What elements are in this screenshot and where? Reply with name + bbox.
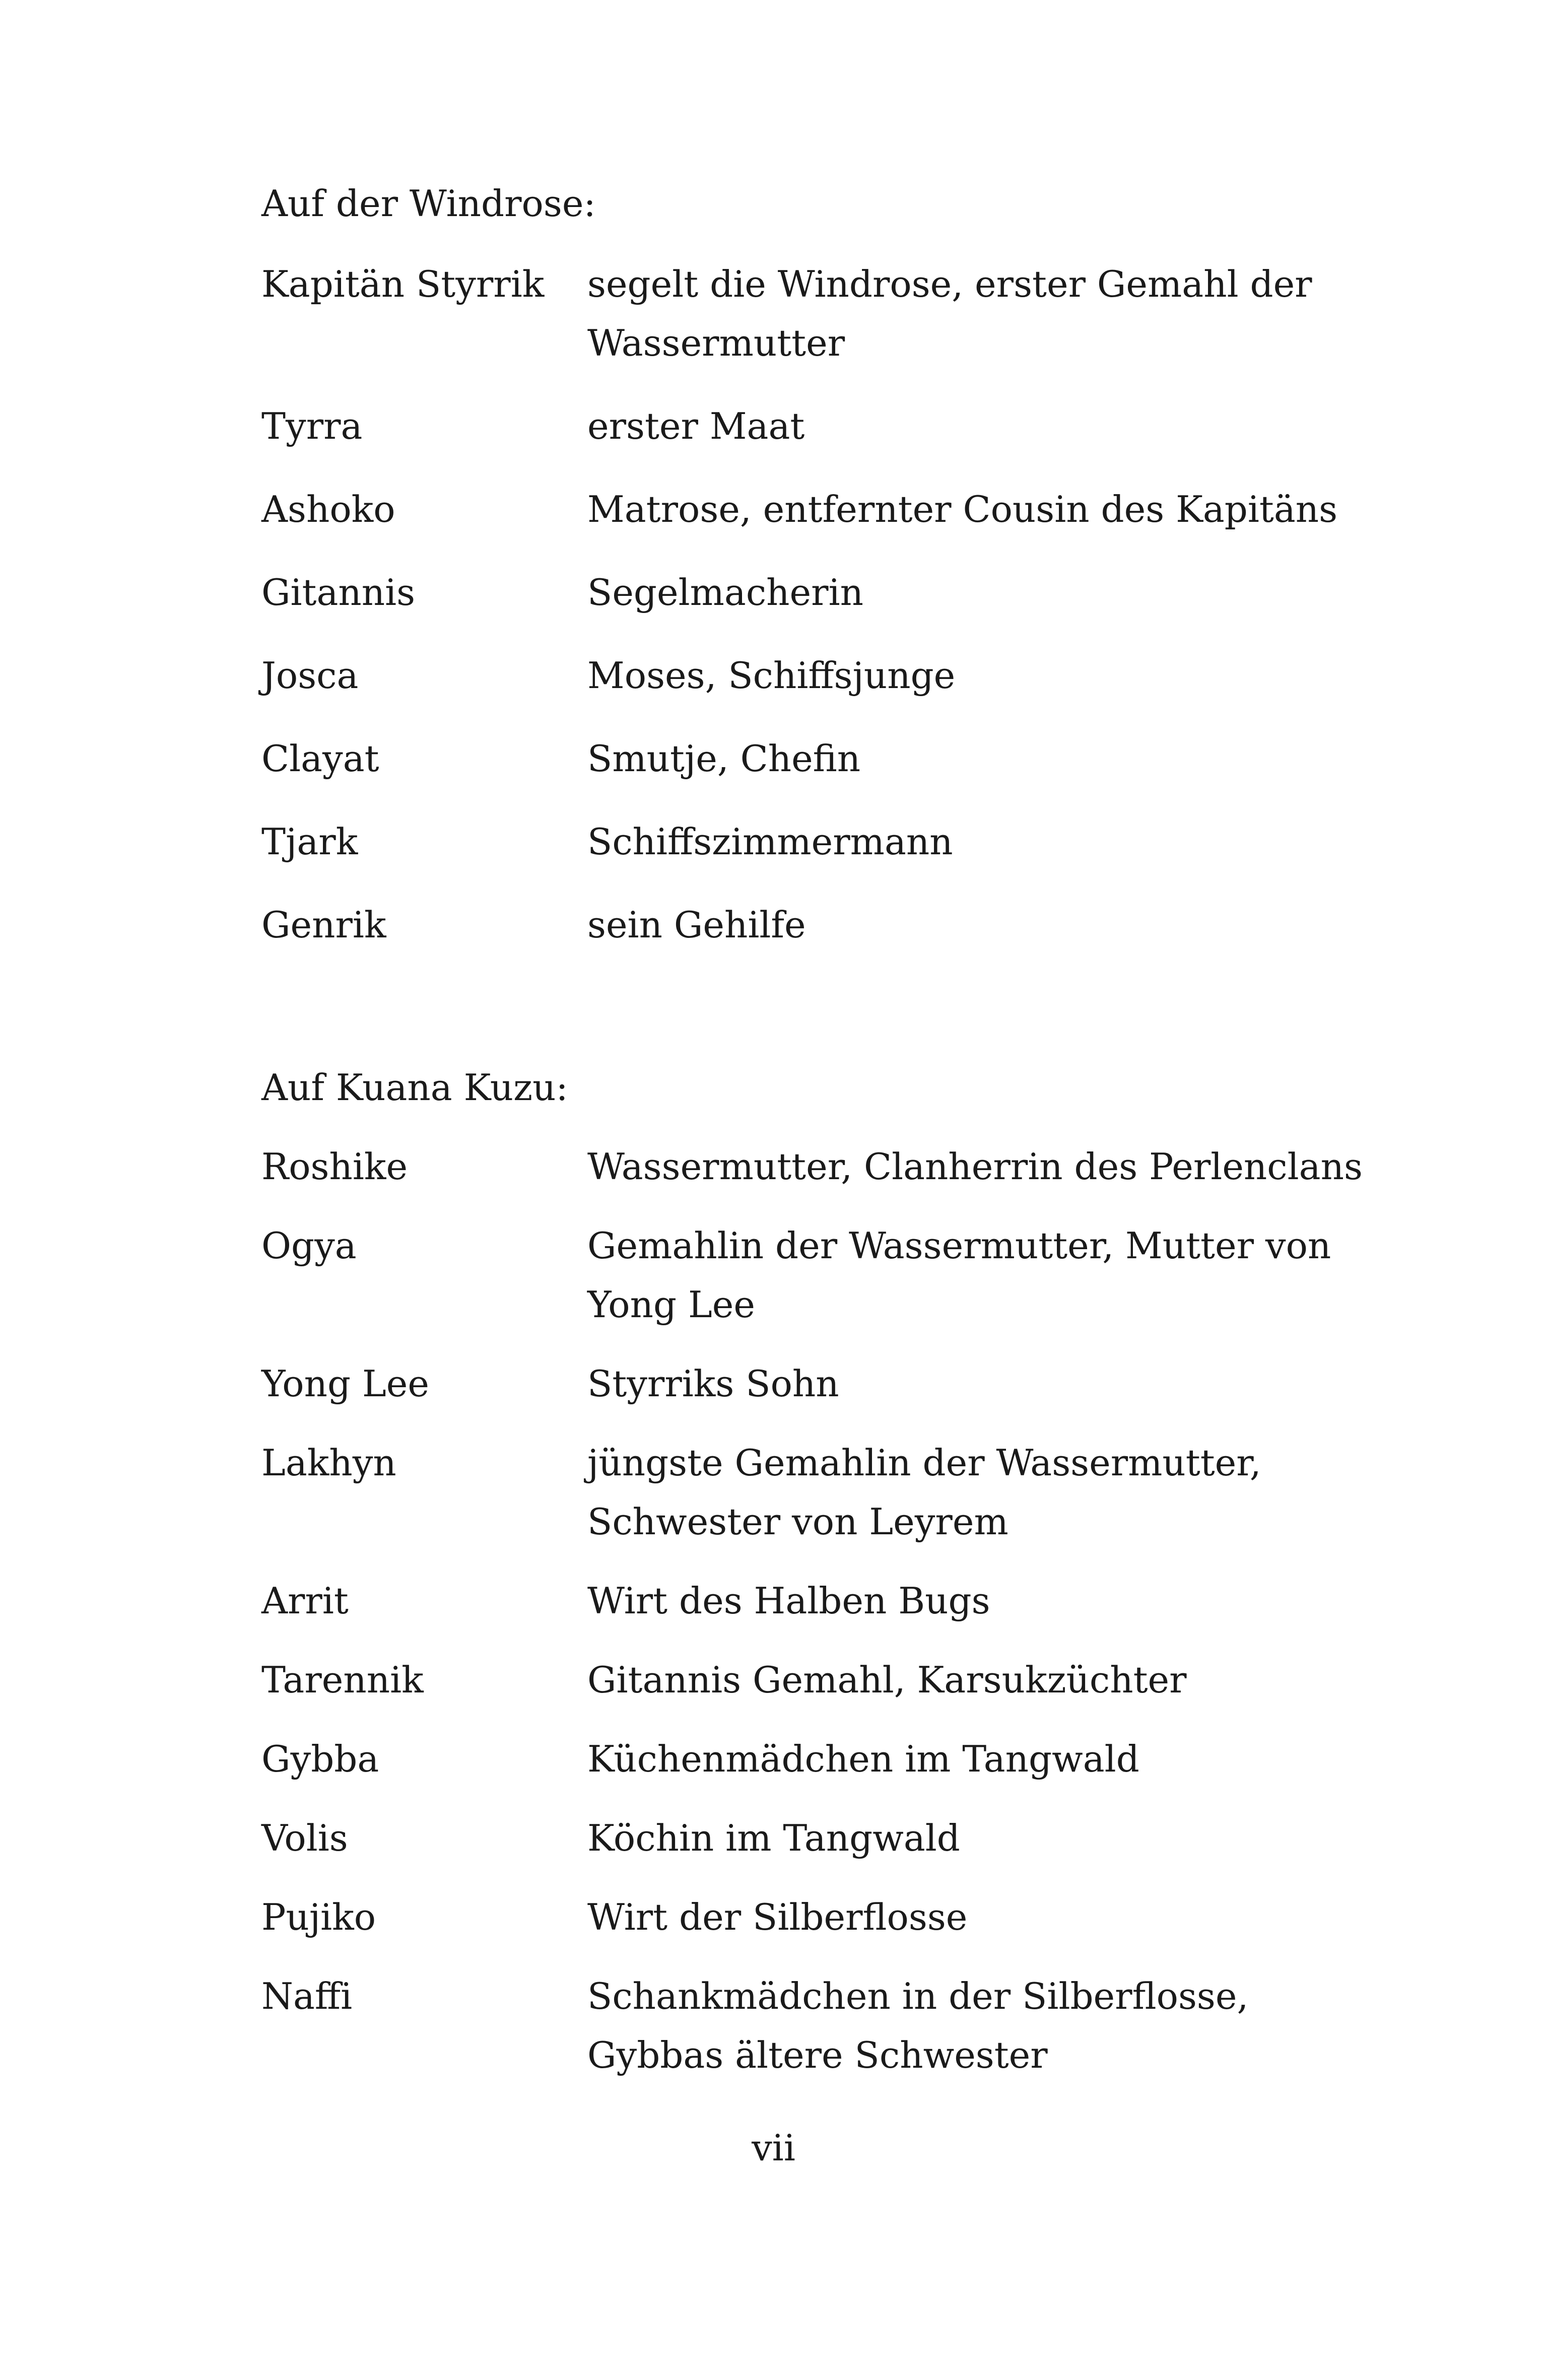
character-name: Genrik — [261, 904, 386, 946]
character-role: Styrriks Sohn — [587, 1363, 839, 1405]
character-role: Wirt der Silberflosse — [587, 1896, 968, 1938]
character-entry — [261, 729, 1385, 788]
character-entry — [261, 1967, 1385, 2085]
character-entry — [261, 563, 1385, 622]
character-role: Gitannis Gemahl, Karsukzüchter — [587, 1659, 1187, 1701]
character-entry — [261, 397, 1385, 456]
character-entry — [261, 1434, 1385, 1551]
character-role: Schankmädchen in der Silberflosse, Gybbas ältere Schwester — [587, 1975, 1249, 2076]
character-entry — [261, 1730, 1385, 1789]
character-name: Tyrra — [261, 405, 363, 447]
character-name: Lakhyn — [261, 1442, 396, 1484]
character-name: Ogya — [261, 1225, 357, 1267]
character-name: Tarennik — [261, 1659, 424, 1701]
character-role: segelt die Windrose, erster Gemahl der Wassermutter — [587, 263, 1312, 364]
character-entry — [261, 812, 1385, 871]
character-entry — [261, 1888, 1385, 1947]
character-name: Gybba — [261, 1738, 379, 1780]
character-name: Arrit — [261, 1580, 349, 1622]
character-role: Gemahlin der Wassermutter, Mutter von Yong Lee — [587, 1225, 1331, 1326]
character-entry — [261, 1809, 1385, 1868]
character-name: Roshike — [261, 1145, 408, 1188]
section-kuana-kuzu — [261, 1058, 1385, 2105]
character-role: Wassermutter, Clanherrin des Perlenclans — [587, 1145, 1363, 1188]
character-list — [261, 1137, 1385, 2085]
character-entry — [261, 1216, 1385, 1334]
character-name: Yong Lee — [261, 1363, 429, 1405]
character-name: Tjark — [261, 821, 358, 863]
character-entry — [261, 255, 1385, 373]
page-number: vii — [752, 2127, 795, 2169]
character-name: Gitannis — [261, 571, 416, 614]
character-name: Josca — [261, 654, 359, 697]
character-role: jüngste Gemahlin der Wassermutter, Schwester von Leyrem — [587, 1442, 1261, 1543]
character-role: erster Maat — [587, 405, 805, 447]
section-heading: Auf der Windrose: — [261, 182, 596, 225]
character-entry — [261, 480, 1385, 539]
character-role: Köchin im Tangwald — [587, 1817, 960, 1859]
character-role: Matrose, entfernter Cousin des Kapitäns — [587, 488, 1338, 530]
character-list — [261, 255, 1385, 955]
character-name: Kapitän Styrrik — [261, 263, 545, 305]
character-name: Naffi — [261, 1975, 353, 2017]
character-role: Schiffszimmermann — [587, 821, 953, 863]
character-name: Clayat — [261, 737, 379, 780]
section-heading: Auf Kuana Kuzu: — [261, 1066, 568, 1109]
character-entry — [261, 1572, 1385, 1630]
character-entry — [261, 1137, 1385, 1196]
character-role: Smutje, Chefin — [587, 737, 861, 780]
character-role: sein Gehilfe — [587, 904, 806, 946]
character-role: Moses, Schiffsjunge — [587, 654, 956, 697]
character-entry — [261, 896, 1385, 955]
character-role: Wirt des Halben Bugs — [587, 1580, 990, 1622]
character-entry — [261, 646, 1385, 705]
character-entry — [261, 1354, 1385, 1413]
character-name: Volis — [261, 1817, 348, 1859]
character-name: Ashoko — [261, 488, 395, 530]
section-windrose — [261, 174, 1385, 979]
character-name: Pujiko — [261, 1896, 376, 1938]
character-role: Segelmacherin — [587, 571, 863, 614]
character-role: Küchenmädchen im Tangwald — [587, 1738, 1139, 1780]
character-entry — [261, 1651, 1385, 1710]
